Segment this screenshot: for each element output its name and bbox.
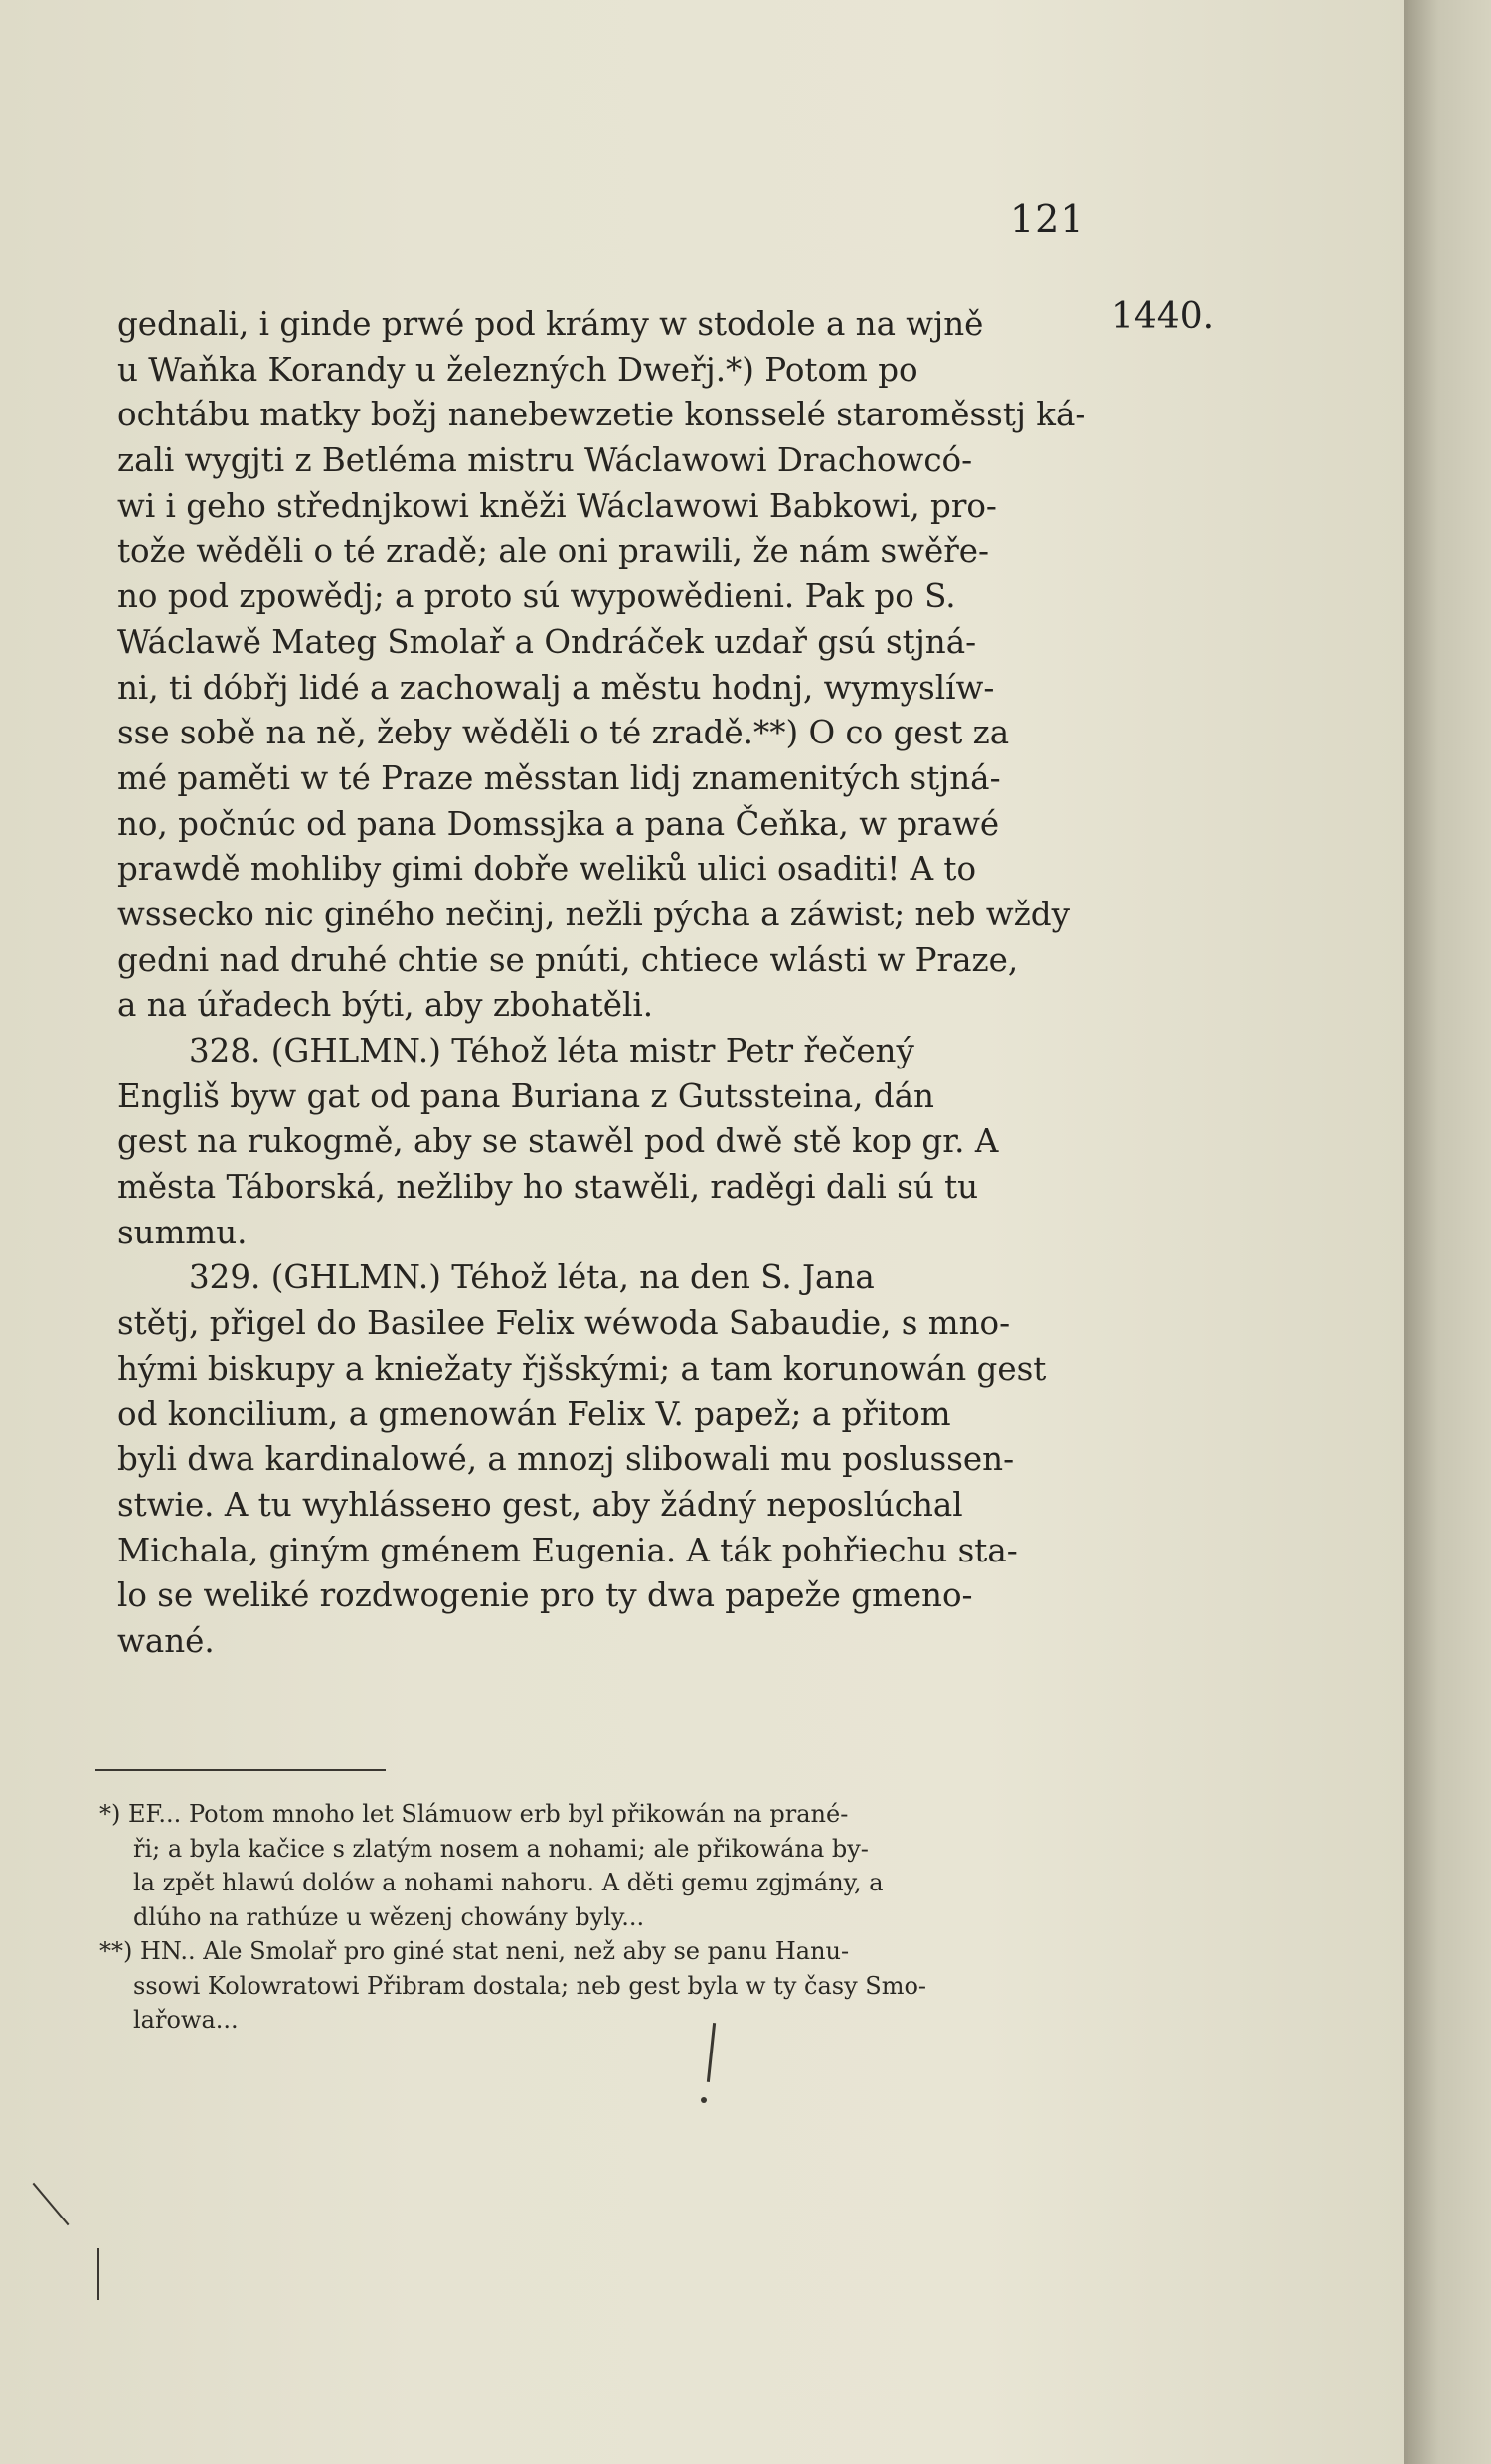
page-number: 121 (1010, 197, 1085, 241)
footnotes (99, 1797, 1074, 2038)
text-line: ni, ti dóbřj lidé a zachowalj a městu hodnj, wymyslíw- (117, 668, 995, 707)
footnote-line: lařowa... (133, 2006, 239, 2034)
ink-stroke-mark (97, 2248, 99, 2300)
text-line: wssecko nic giného nečinj, nežli pýcha a záwist; neb wždy (117, 895, 1070, 933)
adjacent-page-edge (1404, 0, 1491, 2464)
text-line: gedni nad druhé chtie se pnúti, chtiece wlásti w Praze, (117, 940, 1019, 979)
footnote-line: ssowi Kolowratowi Přibram dostala; neb gest byla w ty časy Smo- (133, 1971, 927, 2000)
text-line: prawdě mohliby gimi dobře weliků ulici osaditi! A to (117, 850, 977, 889)
paragraph-329-line: byli dwa kardinalowé, a mnozj slibowali mu poslussen- (117, 1440, 1015, 1479)
footnote-line: la zpět hlawú dolów a nohami nahoru. A děti gemu zgjmány, a (133, 1869, 884, 1896)
text-line: wi i geho střednjkowi kněži Wáclawowi Babkowi, pro- (117, 486, 997, 525)
paragraph-328-line: města Táborská, nežliby ho stawěli, raděgi dali sú tu (117, 1168, 979, 1207)
text-line: zali wygjti z Betléma mistru Wáclawowi Drachowcó- (117, 441, 973, 480)
text-line: u Waňka Korandy u železných Dweřj.*) Potom po (117, 350, 918, 389)
paragraph-329-line: Michala, giným gménem Eugenia. A ták pohřiechu sta- (117, 1531, 1018, 1569)
main-text (117, 302, 1086, 1665)
text-line: gednali, i ginde prwé pod krámy w stodole a na wjně (117, 305, 984, 343)
footnote-line: *) EF... Potom mnoho let Slámuow erb byl přikowán na prané- (99, 1800, 849, 1828)
text-line: Wáclawě Mateg Smolař a Ondráček uzdař gsú stjná- (117, 622, 977, 661)
paragraph-329-line: 329. (GHLMN.) Téhož léta, na den S. Jana (189, 1258, 875, 1297)
paragraph-329-line: wané. (117, 1621, 215, 1660)
text-line: mé paměti w té Praze měsstan lidj znamenitých stjná- (117, 758, 1001, 797)
footnote-line: ři; a byla kačice s zlatým nosem a nohami; ale přikowána by- (133, 1834, 869, 1863)
paragraph-329-line: stwie. A tu wyhlássено gest, aby žádný neposlúchal (117, 1485, 963, 1524)
paragraph-329-line: od koncilium, a gmenowán Felix V. papež; a přitom (117, 1395, 951, 1433)
paragraph-328-line: Engliš byw gat od pana Buriana z Gutssteina, dán (117, 1076, 934, 1115)
paragraph-328-line: summu. (117, 1213, 248, 1251)
footnote-line: dlúho na rathúze u wězenj chowány byly... (133, 1902, 645, 1931)
paragraph-328-line: 328. (GHLMN.) Téhož léta mistr Petr řečený (189, 1032, 914, 1069)
footnote-line: **) HN.. Ale Smolař pro giné stat neni, než aby se panu Hanu- (99, 1937, 850, 1965)
ink-stroke-mark (33, 2183, 70, 2225)
text-line: a na úřadech býti, aby zbohatěli. (117, 986, 654, 1025)
paragraph-329-line: hými biskupy a kniežaty řjšskými; a tam korunowán gest (117, 1349, 1047, 1388)
paragraph-329-line: stětj, přigel do Basilee Felix wéwoda Sabaudie, s mno- (117, 1304, 1011, 1343)
ink-dot-mark (701, 2097, 707, 2103)
text-line: sse sobě na ně, žeby wěděli o té zradě.**) O co gest za (117, 714, 1010, 752)
footnote-divider (95, 1769, 386, 1771)
paragraph-328-line: gest na rukogmě, aby se stawěl pod dwě stě kop gr. A (117, 1122, 999, 1161)
text-line: no, počnúc od pana Domssjka a pana Čeňka, w prawé (117, 804, 1000, 843)
text-line: tože wěděli o té zradě; ale oni prawili, že nám swěře- (117, 532, 989, 571)
text-line: no pod zpowědj; a proto sú wypowědieni. Pak po S. (117, 577, 956, 616)
paragraph-329-line: lo se weliké rozdwogenie pro ty dwa papeže gmeno- (117, 1576, 973, 1615)
text-line: ochtábu matky božj nanebewzetie konsselé staroměsstj ká- (117, 396, 1086, 434)
margin-year: 1440. (1111, 296, 1215, 337)
